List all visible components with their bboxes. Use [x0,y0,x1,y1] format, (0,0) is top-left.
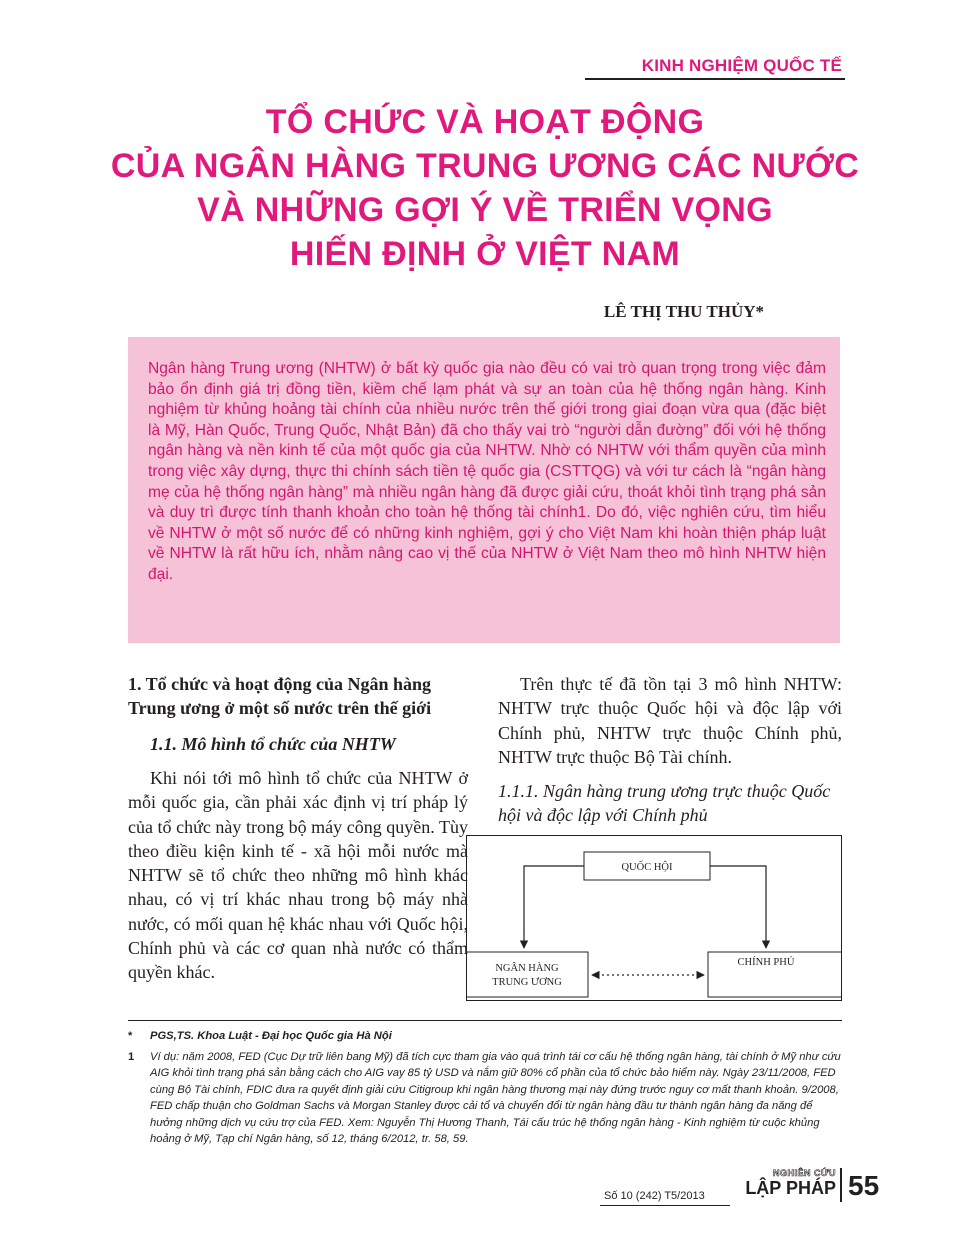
footnote-1-text: Ví dụ: năm 2008, FED (Cục Dự trữ liên bang Mỹ) đã tích cực tham gia vào quá trình tái cơ cấu hệ thống ngân hàng, tài chính ở Mỹ như cứu AIG khỏi tình trạng phá sản bằng cách cho AIG vay 85 tỷ USD và nắm giữ 80% cổ phần của tổ chức bảo hiểm này. Ngày 23/11/2008, FED cùng Bộ Tài chính, FDIC đưa ra quyết định giải cứu Citigroup khi ngân hàng thương mại này đứng trước nguy cơ mất thanh khoản. 9/2008, FED chấp thuận cho Goldman Sachs và Morgan Stanley được cải tổ và chuyển đổi từ ngân hàng đầu tư thành ngân hàng đa năng để hưởng những dịch vụ cứu trợ của FED. Xem: Nguyễn Thị Hương Thanh, Tái cấu trúc hệ thống ngân hàng - Kinh nghiệm từ cuộc khủng hoảng ở Mỹ, Tạp chí Ngân hàng, số 12, tháng 6/2012, tr. 58, 59. [150,1050,841,1145]
left-column [128,672,468,985]
ngan-hang-label-1: NGÂN HÀNG [495,963,559,974]
section-heading-1-1: 1.1. Mô hình tổ chức của NHTW [150,734,396,754]
author-name: LÊ THỊ THU THỦY* [603,302,764,321]
chinh-phu-label: CHÍNH PHỦ [737,957,795,968]
quoc-hoi-label: QUỐC HỘI [621,862,673,873]
issue-info: Số 10 (242) T5/2013 [604,1190,705,1202]
title-line-2: CỦA NGÂN HÀNG TRUNG ƯƠNG CÁC NƯỚC [110,147,860,185]
footer-separator [840,1168,842,1202]
footnote-star-mark: * [128,1030,133,1042]
journal-brand: LẬP PHÁP [745,1178,836,1198]
footnote-star [128,1028,842,1045]
section-rule [585,78,845,80]
journal-brand-top: NGHIÊN CỨU [773,1168,836,1178]
footnotes [128,1028,842,1152]
title-line-3: VÀ NHỮNG GỢI Ý VỀ TRIỂN VỌNG [197,191,773,229]
arrow-to-ngan-hang [524,866,584,948]
section-heading-1-1-1: 1.1.1. Ngân hàng trung ương trực thuộc Quốc hội và độc lập với Chính phủ [498,781,831,826]
ngan-hang-box [466,952,588,997]
footnote-rule [128,1020,842,1021]
article-title [90,100,880,276]
footer-rule [600,1205,730,1206]
arrow-to-chinh-phu [710,866,766,948]
page-number: 55 [848,1170,880,1201]
right-paragraph: Trên thực tế đã tồn tại 3 mô hình NHTW: NHTW trực thuộc Quốc hội và độc lập với Chính phủ, NHTW trực thuộc Chính phủ, NHTW trực thuộc Bộ Tài chính. [498,674,842,767]
abstract-text: Ngân hàng Trung ương (NHTW) ở bất kỳ quốc gia nào đều có vai trò quan trọng trong việc đảm bảo ổn định giá trị đồng tiền, kiềm chế lạm phát và sự an toàn của hệ thống ngân hàng. Kinh nghiệm từ khủng hoảng tài chính của nhiều nước trên thế giới trong giai đoạn vừa qua (đặc biệt là Mỹ, Hàn Quốc, Trung Quốc, Nhật Bản) đã cho thấy vai trò “người dẫn đường” đối với hệ thống ngân hàng và nền kinh tế của một quốc gia của NHTW. Nhờ có NHTW với thẩm quyền của mình trong việc xây dựng, thực thi chính sách tiền tệ quốc gia (CSTTQG) và với tư cách là “ngân hàng mẹ của hệ thống ngân hàng” mà nhiều ngân hàng đã được giải cứu, thoát khỏi tình trạng phá sản và duy trì được tính thanh khoản cho toàn hệ thống tài chính1. Do đó, việc nghiên cứu, tìm hiểu về NHTW ở một số nước để có những kinh nghiệm, gợi ý cho Việt Nam khi hoàn thiện pháp luật về NHTW là rất hữu ích, nhằm nâng cao vị thế của NHTW ở Việt Nam theo mô hình NHTW hiện đại. [148,360,826,583]
footnote-star-text: PGS,TS. Khoa Luật - Đại học Quốc gia Hà Nội [150,1030,392,1042]
left-paragraph: Khi nói tới mô hình tổ chức của NHTW ở mỗi quốc gia, cần phải xác định vị trí pháp lý của tổ chức này trong bộ máy công quyền. Tùy theo điều kiện kinh tế - xã hội mỗi nước mà NHTW sẽ tổ chức theo những mô hình khác nhau, có vị trí khác nhau trong bộ máy nhà nước, có mối quan hệ khác nhau với Quốc hội, Chính phủ và các cơ quan nhà nước có thẩm quyền khác. [128,768,468,983]
diagram-frame [467,836,842,1001]
title-line-1: TỔ CHỨC VÀ HOẠT ĐỘNG [265,103,705,141]
org-diagram [466,835,842,1001]
right-column [498,672,842,828]
footnote-1 [128,1049,842,1148]
footnote-1-mark: 1 [128,1050,135,1063]
ngan-hang-label-2: TRUNG ƯƠNG [492,977,562,988]
section-heading-1: 1. Tổ chức và hoạt động của Ngân hàng Trung ương ở một số nước trên thế giới [128,674,432,718]
section-tag: KINH NGHIỆM QUỐC TẾ [641,56,842,75]
title-line-4: HIẾN ĐỊNH Ở VIỆT NAM [289,235,681,273]
abstract-box [128,337,840,643]
